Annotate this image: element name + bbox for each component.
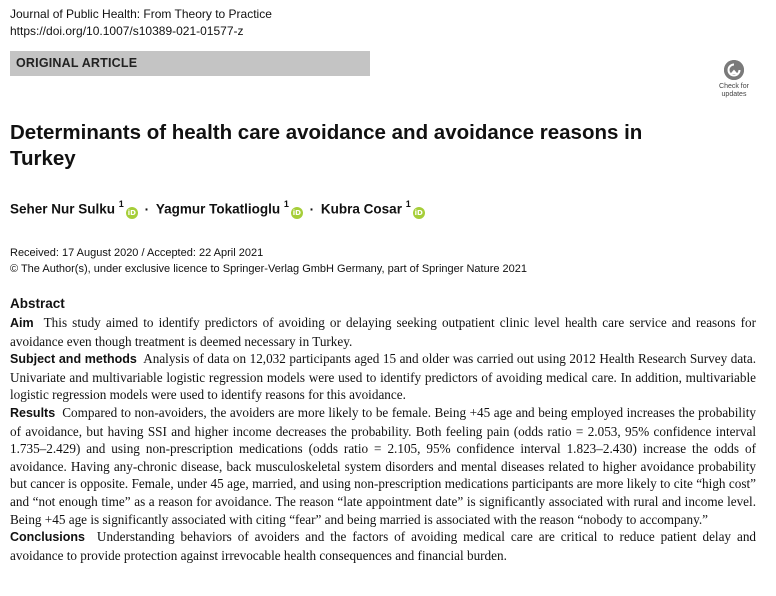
author[interactable]: Seher Nur Sulku $^1$iD <box>10 199 136 217</box>
check-for-updates-label: Check for updates <box>719 83 749 98</box>
section-label: Results <box>10 405 56 420</box>
abstract-heading: Abstract <box>10 296 65 311</box>
abstract-body <box>10 314 756 564</box>
journal-name: Journal of Public Health: From Theory to Practice <box>10 7 272 21</box>
abstract-section-aim <box>10 314 756 350</box>
section-label: Subject and methods <box>10 352 137 367</box>
section-text: Analysis of data on 12,032 participants aged 15 and older was carried out using 2012 Health Research Survey data. Univariate and multivariable logistic regression models were used to identify predictors of avoiding medical care. In addition, multivariable logistic regression models were used to identify reasons for this avoidance. <box>10 351 756 403</box>
article-type-label: ORIGINAL ARTICLE <box>16 56 138 70</box>
author[interactable]: Kubra Cosar $^1$iD <box>320 199 423 217</box>
check-for-updates-icon <box>724 60 744 80</box>
section-text: Compared to non-avoiders, the avoiders are more likely to be female. Being +45 age and being employed increases the probability of avoidance, but having SSI and higher income decreases the probability. Both feeling pain (odds ratio = 2.053, 95% confidence interval 1.735–2.429) and using non-prescription medications (odds ratio = 2.105, 95% confidence interval 1.823–2.430) increase the odds of avoidance. Having any-chronic disease, back musculoskeletal system disorders and mental diseases related to higher avoidance probability but cancer is opposite. Female, under 45 age, married, and using non-prescription medications participants are more likely to cite “high cost” and “not enough time” as a reason for avoidance. The reason “late appointment date” is significantly associated with rural and income level. Being +45 age is significantly associated with citing “fear” and being married is associated with the reason “nobody to accompany.” <box>10 404 757 527</box>
section-text: Understanding behaviors of avoiders and the factors of avoiding medical care are critical to reduce patient delay and avoidance to provide protection against irrevocable health consequences and financial burden. <box>10 529 757 563</box>
abstract-section-conclusions <box>10 528 756 564</box>
section-label: Aim <box>10 316 34 330</box>
doi-link[interactable]: https://doi.org/10.1007/s10389-021-01577-z <box>10 24 244 38</box>
orcid-icon[interactable]: iD <box>292 208 301 217</box>
orcid-icon[interactable]: iD <box>414 208 423 217</box>
copyright-notice: © The Author(s), under exclusive licence to Springer-Verlag GmbH Germany, part of Springer Nature 2021 <box>10 263 527 275</box>
author-separator: · <box>309 201 315 217</box>
orcid-icon[interactable]: iD <box>127 208 136 217</box>
section-label: Conclusions <box>10 530 86 545</box>
author-separator: · <box>144 201 150 217</box>
article-type-banner <box>10 51 370 76</box>
abstract-section-results <box>10 404 756 528</box>
check-for-updates-badge[interactable] <box>712 58 756 100</box>
article-title: Determinants of health care avoidance and avoidance reasons in Turkey <box>10 121 643 170</box>
publication-info <box>10 245 527 277</box>
received-accepted-dates: Received: 17 August 2020 / Accepted: 22 April 2021 <box>10 247 264 259</box>
journal-header <box>10 6 272 40</box>
author[interactable]: Yagmur Tokatlioglu $^1$iD <box>155 199 301 217</box>
abstract-section-methods <box>10 350 756 404</box>
section-text: This study aimed to identify predictors of avoiding or delaying seeking outpatient clinic level health care service and reasons for avoidance even though treatment is deemed necessary in Turkey. <box>10 315 757 349</box>
author-list <box>10 200 425 219</box>
